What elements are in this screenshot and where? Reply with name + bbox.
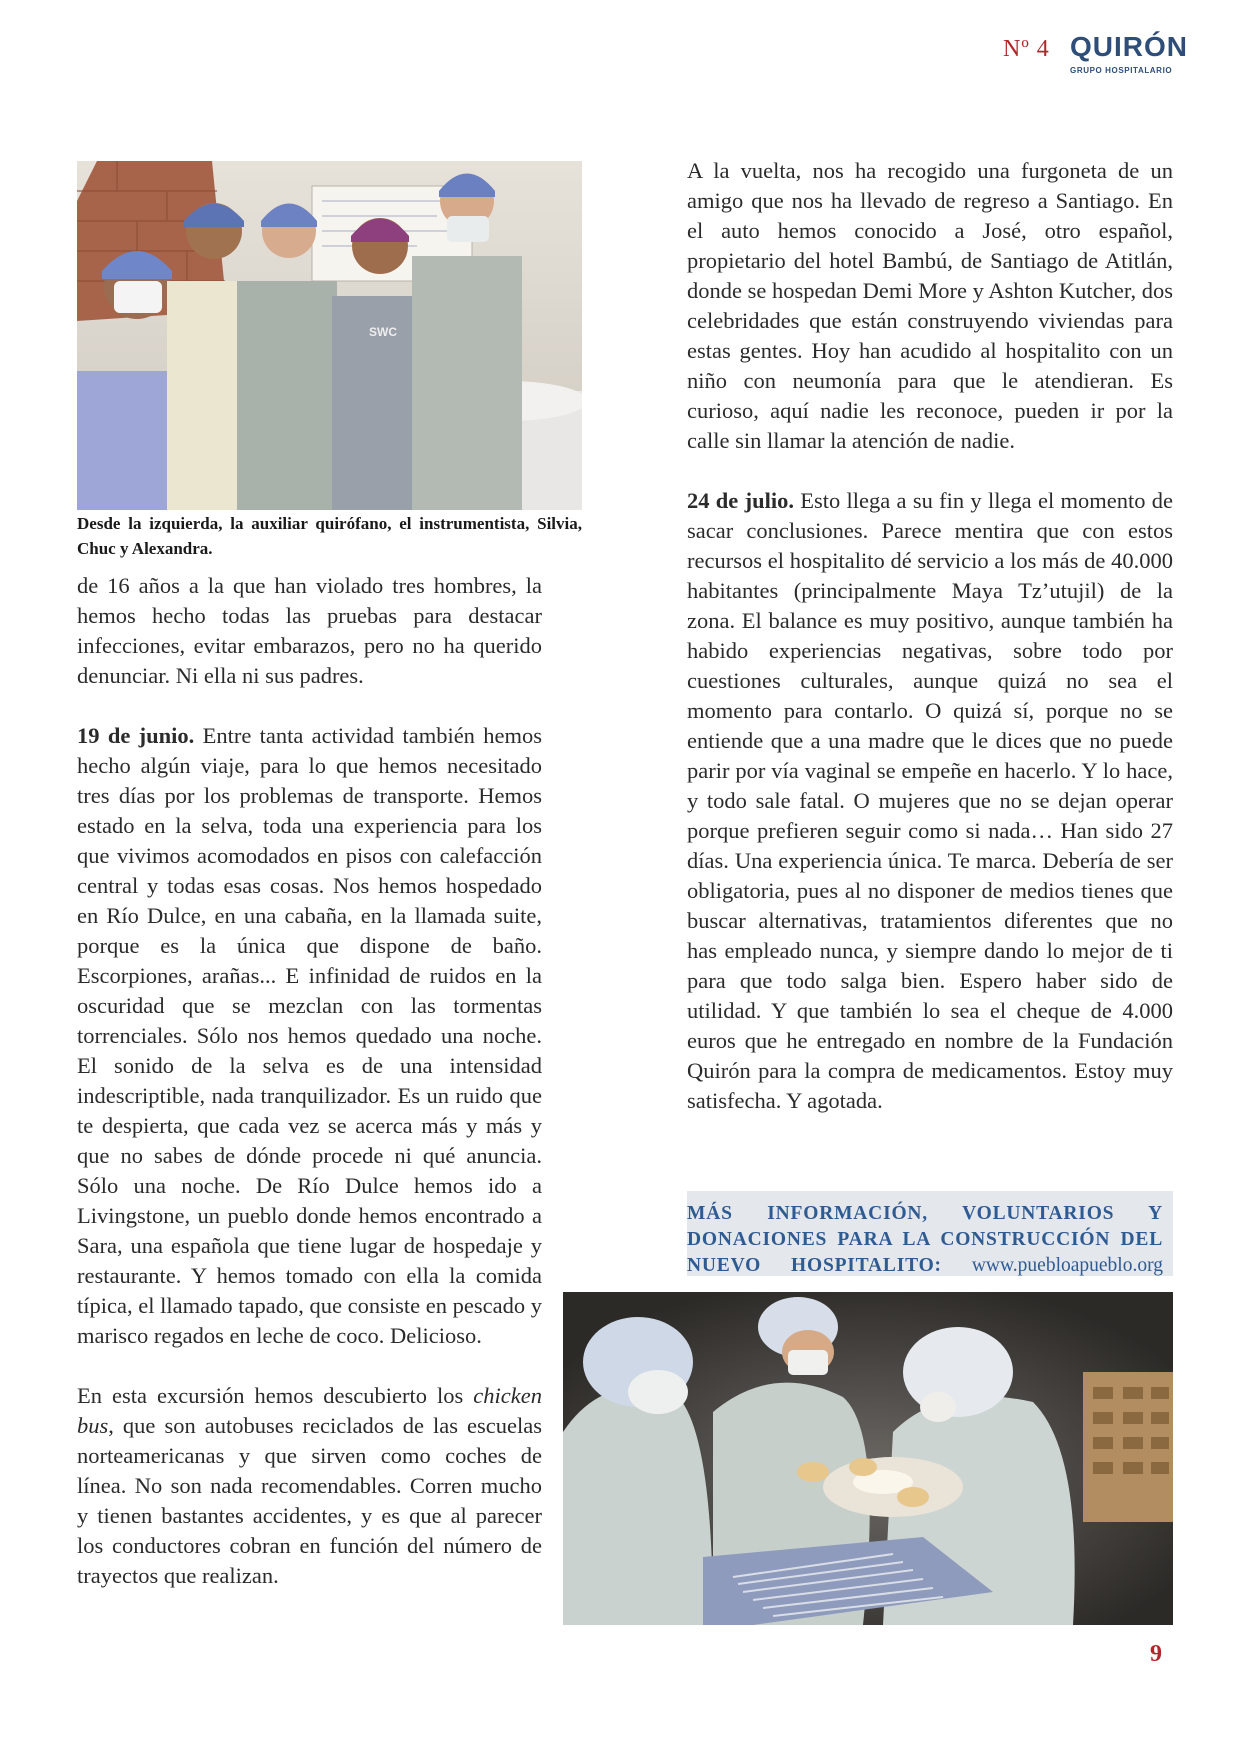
issue-number: Nº 4	[1003, 36, 1050, 62]
right-paragraph-1: A la vuelta, nos ha recogido una furgoneta de un amigo que nos ha llevado de regreso a Santiago. En el auto hemos conocido a José, otro español, propietario del hotel Bambú, de Santiago de Atitlán, donde se hospedan Demi More y Ashton Kutcher, dos celebridades que están construyendo viviendas para estas gentes. Hoy han acudido al hospitalito con un niño con neumonía para que le atendieran. Es curioso, aquí nadie les reconoce, pueden ir por la calle sin llamar la atención de nadie.	[687, 158, 1173, 453]
left-paragraph-3	[77, 1381, 542, 1591]
surgery-photo-image	[563, 1292, 1173, 1625]
left-paragraph-1: de 16 años a la que han violado tres hombres, la hemos hecho todas las pruebas para destacar infecciones, evitar embarazos, pero no ha querido denunciar. Ni ella ni sus padres.	[77, 573, 542, 688]
logo-subtitle: GRUPO HOSPITALARIO	[1070, 66, 1173, 75]
date-24-julio: 24 de julio.	[687, 488, 794, 513]
shirt-text: SWC	[369, 325, 397, 339]
surgery-photo	[563, 1292, 1173, 1625]
info-url-link[interactable]: www.puebloapueblo.org	[971, 1255, 1163, 1276]
right-column	[687, 156, 1173, 1116]
page-number: 9	[1150, 1641, 1162, 1667]
info-text	[687, 1201, 1163, 1279]
team-photo-image	[77, 161, 582, 510]
quiron-logo	[1070, 31, 1188, 77]
date-19-junio: 19 de junio.	[77, 723, 195, 748]
chicken-bus-term: chicken bus	[77, 1383, 542, 1438]
left-paragraph-3-start: En esta excursión hemos descubierto los	[77, 1383, 474, 1408]
right-paragraph-2	[687, 486, 1173, 1116]
info-label: MÁS INFORMACIÓN, VOLUNTARIOS Y DONACIONES PARA LA CONSTRUCCIÓN DEL NUEVO HOSPITALITO:	[687, 1203, 1163, 1276]
photo-caption: Desde la izquierda, la auxiliar quirófano, el instrumentista, Silvia, Chuc y Alexandra.	[77, 514, 582, 558]
team-photo	[77, 161, 582, 510]
left-paragraph-2	[77, 721, 542, 1351]
logo-brand: QUIRÓN	[1070, 31, 1188, 62]
right-paragraph-2-text: Esto llega a su fin y llega el momento de sacar conclusiones. Parece mentira que con estos recursos el hospitalito dé servicio a los más de 40.000 habitantes (principalmente Maya Tz’utujil) de la zona. El balance es muy positivo, aunque también ha habido experiencias negativas, sobre todo por cuestiones culturales, aunque quizá no sea el momento para contarlo. O quizá sí, porque no se entiende que a una madre que le dices que no puede parir por vía vaginal se empeñe en hacerlo. Y lo hace, y todo sale fatal. O mujeres que no se dejan operar porque prefieren seguir como si nada… Han sido 27 días. Una experiencia única. Te marca. Debería de ser obligatoria, pues al no disponer de medios tienes que buscar alternativas, tratamientos diferentes que no has empleado nunca, y siempre dando lo mejor de ti para que todo salga bien. Espero haber sido de utilidad. Y que también lo sea el cheque de 4.000 euros que he entregado en nombre de la Fundación Quirón para la compra de medicamentos. Estoy muy satisfecha. Y agotada.	[687, 488, 1173, 1113]
info-box	[687, 1191, 1173, 1276]
left-paragraph-2-text: Entre tanta actividad también hemos hecho algún viaje, para lo que hemos necesitado tres días por los problemas de transporte. Hemos estado en la selva, toda una experiencia para los que vivimos acomodados en pisos con calefacción central y todas esas cosas. Nos hemos hospedado en Río Dulce, en una cabaña, en la llamada suite, porque es la única que dispone de baño. Escorpiones, arañas... E infinidad de ruidos en la oscuridad que se mezclan con las tormentas torrenciales. Sólo nos hemos quedado una noche. El sonido de la selva es de una intensidad indescriptible, nada tranquilizador. Es un ruido que te despierta, que cada vez se acerca más y más y que no sabes de dónde procede ni qué anuncia. Sólo una noche. De Río Dulce hemos ido a Livingstone, un pueblo donde hemos encontrado a Sara, una española que tiene lugar de hospedaje y restaurante. Y hemos tomado con ella la comida típica, el llamado tapado, que consiste en pescado y marisco regados en leche de coco. Delicioso.	[77, 723, 542, 1348]
left-column	[77, 571, 542, 1591]
left-paragraph-3-end: , que son autobuses reciclados de las escuelas norteamericanas y que sirven como coches de línea. No son nada recomendables. Corren mucho y tienen bastantes accidentes, y es que al parecer los conductores cobran en función del número de trayectos que realizan.	[77, 1413, 542, 1588]
